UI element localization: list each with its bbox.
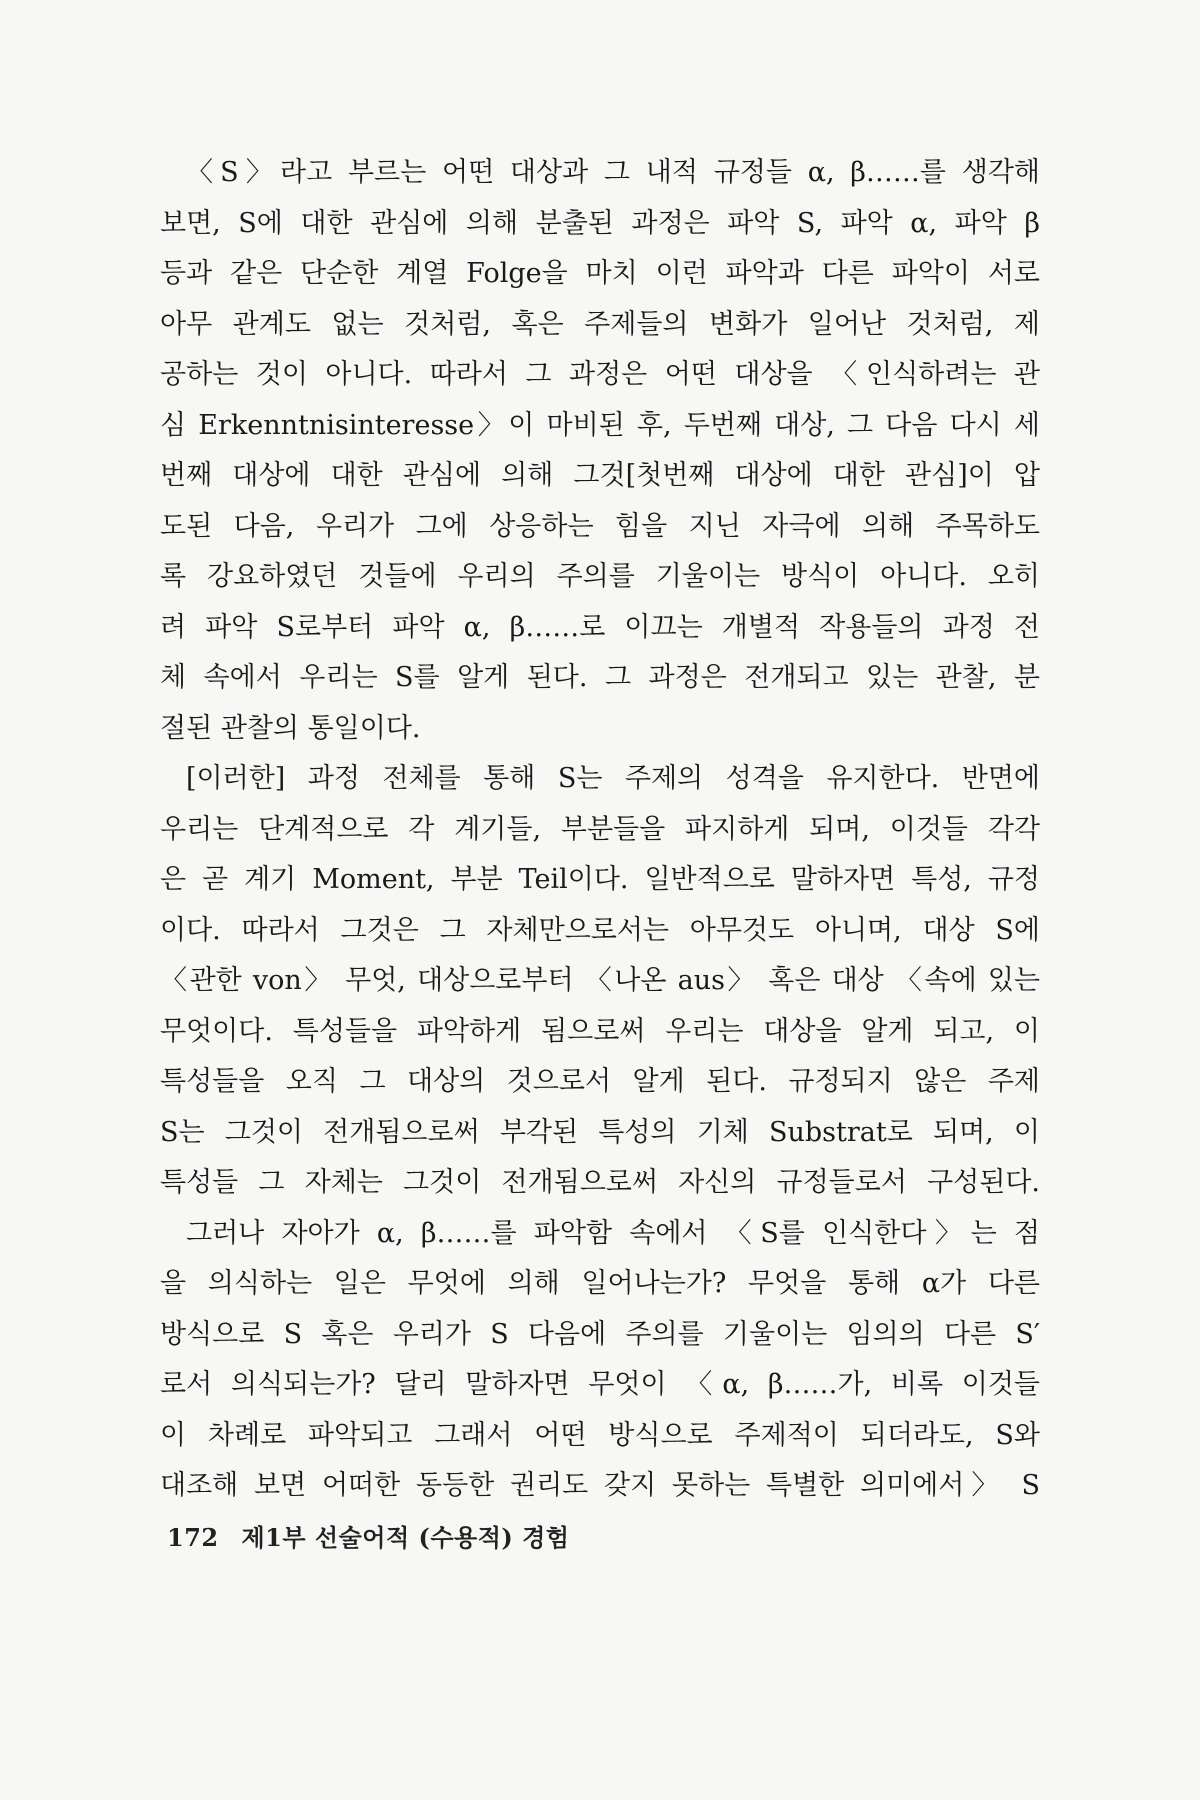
text-line: 은 곧 계기 Moment, 부분 Teil이다. 일반적으로 말하자면 특성, 규정 xyxy=(160,864,1040,895)
text-line: 〈관한 von〉 무엇, 대상으로부터 〈나온 aus〉 혹은 대상 〈속에 있는 xyxy=(160,965,1040,996)
text-line: 〈S〉라고 부르는 어떤 대상과 그 내적 규정들 α, β……를 생각해 xyxy=(186,157,1040,188)
text-line: 도된 다음, 우리가 그에 상응하는 힘을 지닌 자극에 의해 주목하도 xyxy=(160,510,1040,542)
text-line: 려 파악 S로부터 파악 α, β……로 이끄는 개별적 작용들의 과정 전 xyxy=(160,611,1040,643)
text-line: 을 의식하는 일은 무엇에 의해 일어나는가? 무엇을 통해 α가 다른 xyxy=(160,1268,1040,1299)
text-line: 공하는 것이 아니다. 따라서 그 과정은 어떤 대상을 〈인식하려는 관 xyxy=(160,359,1040,390)
text-line: 로서 의식되는가? 달리 말하자면 무엇이 〈α, β……가, 비록 이것들 xyxy=(160,1369,1040,1400)
text-line: 등과 같은 단순한 계열 Folge을 마치 이런 파악과 다른 파악이 서로 xyxy=(160,258,1040,289)
text-line: 우리는 단계적으로 각 계기들, 부분들을 파지하게 되며, 이것들 각각 xyxy=(160,813,1040,845)
text-line: 이 차례로 파악되고 그래서 어떤 방식으로 주제적이 되더라도, S와 xyxy=(160,1419,1040,1451)
text-line: 체 속에서 우리는 S를 알게 된다. 그 과정은 전개되고 있는 관찰, 분 xyxy=(160,662,1040,693)
text-line: 보면, S에 대한 관심에 의해 분출된 과정은 파악 S, 파악 α, 파악 β xyxy=(160,207,1040,239)
text-line: 그러나 자아가 α, β……를 파악함 속에서 〈S를 인식한다〉는 점 xyxy=(186,1217,1040,1249)
page-number: 172 xyxy=(167,1523,219,1552)
text-line: [이러한] 과정 전체를 통해 S는 주제의 성격을 유지한다. 반면에 xyxy=(186,763,1040,794)
text-line: 이다. 따라서 그것은 그 자체만으로서는 아무것도 아니며, 대상 S에 xyxy=(160,914,1040,946)
text-line: 특성들 그 자체는 그것이 전개됨으로써 자신의 규정들로서 구성된다. xyxy=(160,1167,1040,1198)
body-text xyxy=(160,148,1040,1512)
running-section-title: 제1부 선술어적 (수용적) 경험 xyxy=(241,1523,570,1552)
text-line: 심 Erkenntnisinteresse〉이 마비된 후, 두번째 대상, 그 다음 다시 세 xyxy=(160,409,1040,441)
text-line: 특성들을 오직 그 대상의 것으로서 알게 된다. 규정되지 않은 주제 xyxy=(160,1066,1040,1097)
page-footer xyxy=(167,1518,569,1553)
text-line: 대조해 보면 어떠한 동등한 권리도 갖지 못하는 특별한 의미에서〉 S xyxy=(160,1470,1040,1501)
text-line: 록 강요하였던 것들에 우리의 주의를 기울이는 방식이 아니다. 오히 xyxy=(160,561,1040,592)
text-line: 방식으로 S 혹은 우리가 S 다음에 주의를 기울이는 임의의 다른 S′ xyxy=(160,1318,1040,1350)
text-line: 번째 대상에 대한 관심에 의해 그것[첫번째 대상에 대한 관심]이 압 xyxy=(160,460,1040,491)
text-line: S는 그것이 전개됨으로써 부각된 특성의 기체 Substrat로 되며, 이 xyxy=(160,1116,1040,1148)
text-line: 절된 관찰의 통일이다. xyxy=(160,712,421,744)
text-line: 무엇이다. 특성들을 파악하게 됨으로써 우리는 대상을 알게 되고, 이 xyxy=(160,1015,1040,1047)
text-line: 아무 관계도 없는 것처럼, 혹은 주제들의 변화가 일어난 것처럼, 제 xyxy=(160,308,1040,340)
